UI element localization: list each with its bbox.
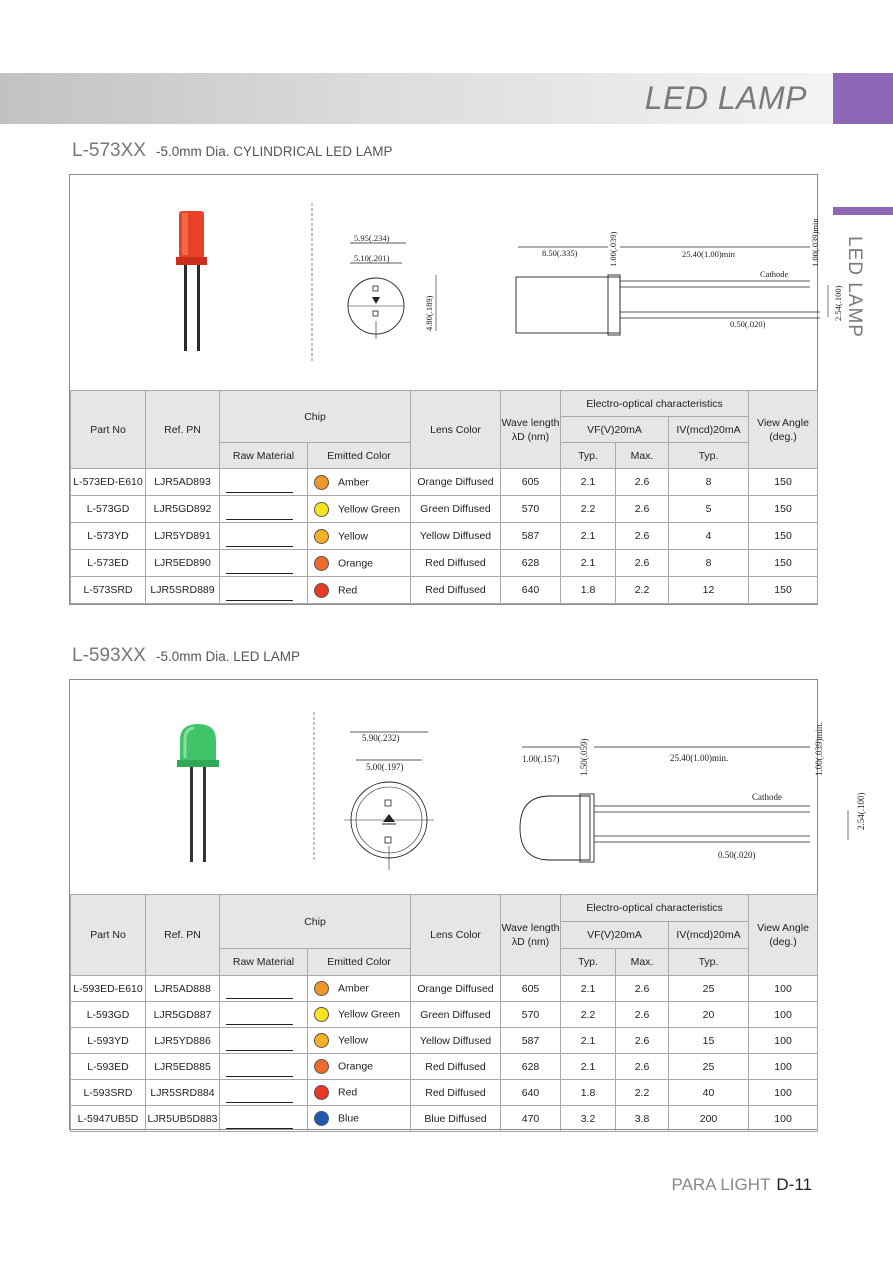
col-wavelength: Wave length λD (nm) (501, 895, 561, 976)
emitted-color-cell (308, 496, 411, 523)
col-chip: Chip (220, 895, 411, 949)
part-no-cell: L-573GD (71, 496, 146, 523)
emitted-color-cell (308, 469, 411, 496)
vf-max-cell: 2.6 (616, 1028, 669, 1054)
vf-max-cell: 2.6 (616, 496, 669, 523)
view-angle-cell: 100 (749, 1028, 818, 1054)
emitted-color-label: Amber (338, 982, 369, 995)
spec-table (70, 894, 818, 1132)
view-angle-cell: 100 (749, 1054, 818, 1080)
col-iv: IV(mcd)20mA (669, 417, 749, 443)
col-part-no: Part No (71, 895, 146, 976)
view-angle-cell: 150 (749, 496, 818, 523)
dim-label: 1.00(.039)min. (814, 722, 824, 776)
header-banner (0, 73, 833, 124)
vf-max-cell: 2.6 (616, 469, 669, 496)
iv-typ-cell: 12 (669, 577, 749, 604)
page-title: LED LAMP (644, 80, 807, 116)
page-number: D-11 (776, 1175, 812, 1194)
dim-label: 4.80(.189) (424, 295, 434, 331)
dim-label: 5.00(.197) (366, 762, 404, 772)
color-swatch-icon (314, 1007, 329, 1022)
lens-color-cell: Orange Diffused (411, 976, 501, 1002)
raw-material-cell (220, 1080, 308, 1106)
table-row (71, 550, 818, 577)
table-row (71, 1080, 818, 1106)
emitted-color-cell (308, 577, 411, 604)
vf-typ-cell: 2.1 (561, 523, 616, 550)
iv-typ-cell: 20 (669, 1002, 749, 1028)
raw-material-cell (220, 496, 308, 523)
table-row (71, 1054, 818, 1080)
part-no-cell: L-573ED-E610 (71, 469, 146, 496)
emitted-color-cell (308, 1054, 411, 1080)
dim-label: 5.10(.201) (354, 253, 390, 263)
dim-label: 1.00(.039) (608, 231, 618, 267)
vf-max-cell: 2.6 (616, 1054, 669, 1080)
emitted-color-label: Blue (338, 1112, 360, 1125)
col-view-angle: View Angle (deg.) (749, 391, 818, 469)
vf-typ-cell: 2.1 (561, 550, 616, 577)
col-lens-color: Lens Color (411, 895, 501, 976)
vf-typ-cell: 2.2 (561, 1002, 616, 1028)
wavelength-cell: 605 (501, 469, 561, 496)
col-iv-typ: Typ. (669, 443, 749, 469)
emitted-color-cell (308, 1002, 411, 1028)
ref-pn-cell: LJR5AD893 (146, 469, 220, 496)
vf-max-cell: 2.2 (616, 577, 669, 604)
part-no-cell: L-593SRD (71, 1080, 146, 1106)
table-row (71, 469, 818, 496)
iv-typ-cell: 40 (669, 1080, 749, 1106)
color-swatch-icon (314, 1059, 329, 1074)
dim-label: 0.50(.020) (718, 850, 756, 860)
iv-typ-cell: 8 (669, 550, 749, 577)
iv-typ-cell: 200 (669, 1106, 749, 1132)
vf-max-cell: 2.6 (616, 523, 669, 550)
ref-pn-cell: LJR5UB5D883 (146, 1106, 220, 1132)
view-angle-cell: 150 (749, 469, 818, 496)
emitted-color-cell (308, 1080, 411, 1106)
color-swatch-icon (314, 475, 329, 490)
color-swatch-icon (314, 1085, 329, 1100)
dim-label: 1.00(.157) (522, 754, 560, 764)
part-no-cell: L-573YD (71, 523, 146, 550)
vf-typ-cell: 2.1 (561, 469, 616, 496)
emitted-color-cell (308, 976, 411, 1002)
color-swatch-icon (314, 502, 329, 517)
wavelength-cell: 605 (501, 976, 561, 1002)
ref-pn-cell: LJR5ED885 (146, 1054, 220, 1080)
ref-pn-cell: LJR5ED890 (146, 550, 220, 577)
part-no-cell: L-593ED (71, 1054, 146, 1080)
ref-pn-cell: LJR5GD887 (146, 1002, 220, 1028)
section-subtitle: -5.0mm Dia. CYLINDRICAL LED LAMP (155, 144, 393, 159)
lens-color-cell: Green Diffused (411, 496, 501, 523)
emitted-color-cell (308, 1106, 411, 1132)
emitted-color-label: Red (338, 583, 358, 596)
table-row (71, 1028, 818, 1054)
vf-typ-cell: 1.8 (561, 1080, 616, 1106)
part-family: L-573XX (72, 140, 146, 161)
lens-color-cell: Green Diffused (411, 1002, 501, 1028)
raw-material-cell (220, 1002, 308, 1028)
ref-pn-cell: LJR5SRD884 (146, 1080, 220, 1106)
color-swatch-icon (314, 583, 329, 598)
raw-material-cell (220, 1106, 308, 1132)
part-no-cell: L-573ED (71, 550, 146, 577)
section-tab (833, 73, 893, 124)
vf-typ-cell: 2.1 (561, 976, 616, 1002)
col-view-angle: View Angle (deg.) (749, 895, 818, 976)
col-electro-optical: Electro-optical characteristics (561, 895, 749, 922)
dimension-drawing (310, 201, 843, 371)
col-vf-typ: Typ. (561, 949, 616, 976)
emitted-color-label: Orange (338, 1060, 374, 1073)
table-row (71, 577, 818, 604)
col-emitted-color: Emitted Color (308, 949, 411, 976)
section-title (72, 140, 393, 162)
lens-color-cell: Red Diffused (411, 1054, 501, 1080)
emitted-color-cell (308, 1028, 411, 1054)
color-swatch-icon (314, 556, 329, 571)
part-no-cell: L-593YD (71, 1028, 146, 1054)
table-body (71, 976, 818, 1132)
emitted-color-label: Amber (338, 475, 369, 488)
wavelength-cell: 640 (501, 1080, 561, 1106)
ref-pn-cell: LJR5AD888 (146, 976, 220, 1002)
side-tab-bar (833, 207, 893, 215)
col-vf-max: Max. (616, 949, 669, 976)
table-row (71, 496, 818, 523)
footer-brand: PARA LIGHT (671, 1175, 771, 1194)
side-tab-label: LED LAMP (844, 236, 865, 338)
vf-typ-cell: 2.2 (561, 496, 616, 523)
view-angle-cell: 150 (749, 550, 818, 577)
view-angle-cell: 100 (749, 976, 818, 1002)
col-chip: Chip (220, 391, 411, 443)
ref-pn-cell: LJR5YD886 (146, 1028, 220, 1054)
iv-typ-cell: 25 (669, 976, 749, 1002)
iv-typ-cell: 25 (669, 1054, 749, 1080)
spec-table (70, 390, 818, 604)
vf-typ-cell: 2.1 (561, 1028, 616, 1054)
col-iv-typ: Typ. (669, 949, 749, 976)
emitted-color-label: Yellow (338, 529, 368, 542)
dim-label: 1.00(.039)min (810, 218, 820, 267)
color-swatch-icon (314, 981, 329, 996)
emitted-color-label: Yellow Green (338, 502, 401, 515)
dim-label: 25.40(1.00)min (682, 249, 735, 259)
part-no-cell: L-5947UB5D (71, 1106, 146, 1132)
product-panel (69, 679, 866, 1130)
emitted-color-cell (308, 523, 411, 550)
vf-typ-cell: 3.2 (561, 1106, 616, 1132)
dimension-drawing (310, 710, 866, 880)
dim-label: 1.50(.059) (579, 738, 589, 776)
col-ref-pn: Ref. PN (146, 391, 220, 469)
view-angle-cell: 150 (749, 523, 818, 550)
section-title (72, 645, 300, 667)
wavelength-cell: 628 (501, 1054, 561, 1080)
wavelength-cell: 570 (501, 496, 561, 523)
col-vf-typ: Typ. (561, 443, 616, 469)
dim-label: 0.50(.020) (730, 319, 766, 329)
lens-color-cell: Yellow Diffused (411, 1028, 501, 1054)
col-lens-color: Lens Color (411, 391, 501, 469)
col-raw-material: Raw Material (220, 443, 308, 469)
dim-label: 2.54(.100) (856, 792, 866, 830)
view-angle-cell: 100 (749, 1002, 818, 1028)
iv-typ-cell: 4 (669, 523, 749, 550)
cathode-label: Cathode (752, 792, 782, 802)
vf-typ-cell: 1.8 (561, 577, 616, 604)
ref-pn-cell: LJR5SRD889 (146, 577, 220, 604)
dim-label: 25.40(1.00)min. (670, 753, 729, 763)
iv-typ-cell: 5 (669, 496, 749, 523)
raw-material-cell (220, 550, 308, 577)
vf-typ-cell: 2.1 (561, 1054, 616, 1080)
wavelength-cell: 570 (501, 1002, 561, 1028)
col-raw-material: Raw Material (220, 949, 308, 976)
lens-color-cell: Blue Diffused (411, 1106, 501, 1132)
vf-max-cell: 2.6 (616, 550, 669, 577)
color-swatch-icon (314, 1111, 329, 1126)
col-vf: VF(V)20mA (561, 417, 669, 443)
view-angle-cell: 100 (749, 1106, 818, 1132)
color-swatch-icon (314, 1033, 329, 1048)
vf-max-cell: 3.8 (616, 1106, 669, 1132)
dim-label: 5.95(.234) (354, 233, 390, 243)
led-photo (170, 205, 220, 355)
table-row (71, 1002, 818, 1028)
raw-material-cell (220, 523, 308, 550)
wavelength-cell: 628 (501, 550, 561, 577)
table-row (71, 976, 818, 1002)
table-body (71, 469, 818, 604)
col-electro-optical: Electro-optical characteristics (561, 391, 749, 417)
raw-material-cell (220, 469, 308, 496)
page-footer (672, 1175, 812, 1195)
vf-max-cell: 2.2 (616, 1080, 669, 1106)
wavelength-cell: 470 (501, 1106, 561, 1132)
emitted-color-label: Orange (338, 556, 374, 569)
lens-color-cell: Red Diffused (411, 550, 501, 577)
raw-material-cell (220, 976, 308, 1002)
dim-label: 5.90(.232) (362, 733, 400, 743)
raw-material-cell (220, 577, 308, 604)
emitted-color-label: Yellow (338, 1034, 368, 1047)
lens-color-cell: Red Diffused (411, 577, 501, 604)
ref-pn-cell: LJR5YD891 (146, 523, 220, 550)
ref-pn-cell: LJR5GD892 (146, 496, 220, 523)
part-family: L-593XX (72, 645, 146, 666)
dim-label: 8.50(.335) (542, 248, 578, 258)
view-angle-cell: 150 (749, 577, 818, 604)
part-no-cell: L-593ED-E610 (71, 976, 146, 1002)
lens-color-cell: Orange Diffused (411, 469, 501, 496)
emitted-color-label: Red (338, 1086, 358, 1099)
col-vf-max: Max. (616, 443, 669, 469)
col-part-no: Part No (71, 391, 146, 469)
section-subtitle: -5.0mm Dia. LED LAMP (155, 649, 300, 664)
wavelength-cell: 640 (501, 577, 561, 604)
product-panel (69, 174, 843, 605)
emitted-color-cell (308, 550, 411, 577)
col-vf: VF(V)20mA (561, 922, 669, 949)
color-swatch-icon (314, 529, 329, 544)
wavelength-cell: 587 (501, 523, 561, 550)
emitted-color-label: Yellow Green (338, 1008, 401, 1021)
wavelength-cell: 587 (501, 1028, 561, 1054)
raw-material-cell (220, 1028, 308, 1054)
col-emitted-color: Emitted Color (308, 443, 411, 469)
vf-max-cell: 2.6 (616, 1002, 669, 1028)
lens-color-cell: Yellow Diffused (411, 523, 501, 550)
view-angle-cell: 100 (749, 1080, 818, 1106)
lens-color-cell: Red Diffused (411, 1080, 501, 1106)
raw-material-cell (220, 1054, 308, 1080)
part-no-cell: L-573SRD (71, 577, 146, 604)
col-wavelength: Wave length λD (nm) (501, 391, 561, 469)
iv-typ-cell: 8 (669, 469, 749, 496)
vf-max-cell: 2.6 (616, 976, 669, 1002)
table-row (71, 1106, 818, 1132)
led-photo (174, 722, 224, 867)
col-ref-pn: Ref. PN (146, 895, 220, 976)
table-row (71, 523, 818, 550)
dim-label: 2.54(.100) (833, 285, 843, 321)
cathode-label: Cathode (760, 269, 789, 279)
part-no-cell: L-593GD (71, 1002, 146, 1028)
col-iv: IV(mcd)20mA (669, 922, 749, 949)
iv-typ-cell: 15 (669, 1028, 749, 1054)
